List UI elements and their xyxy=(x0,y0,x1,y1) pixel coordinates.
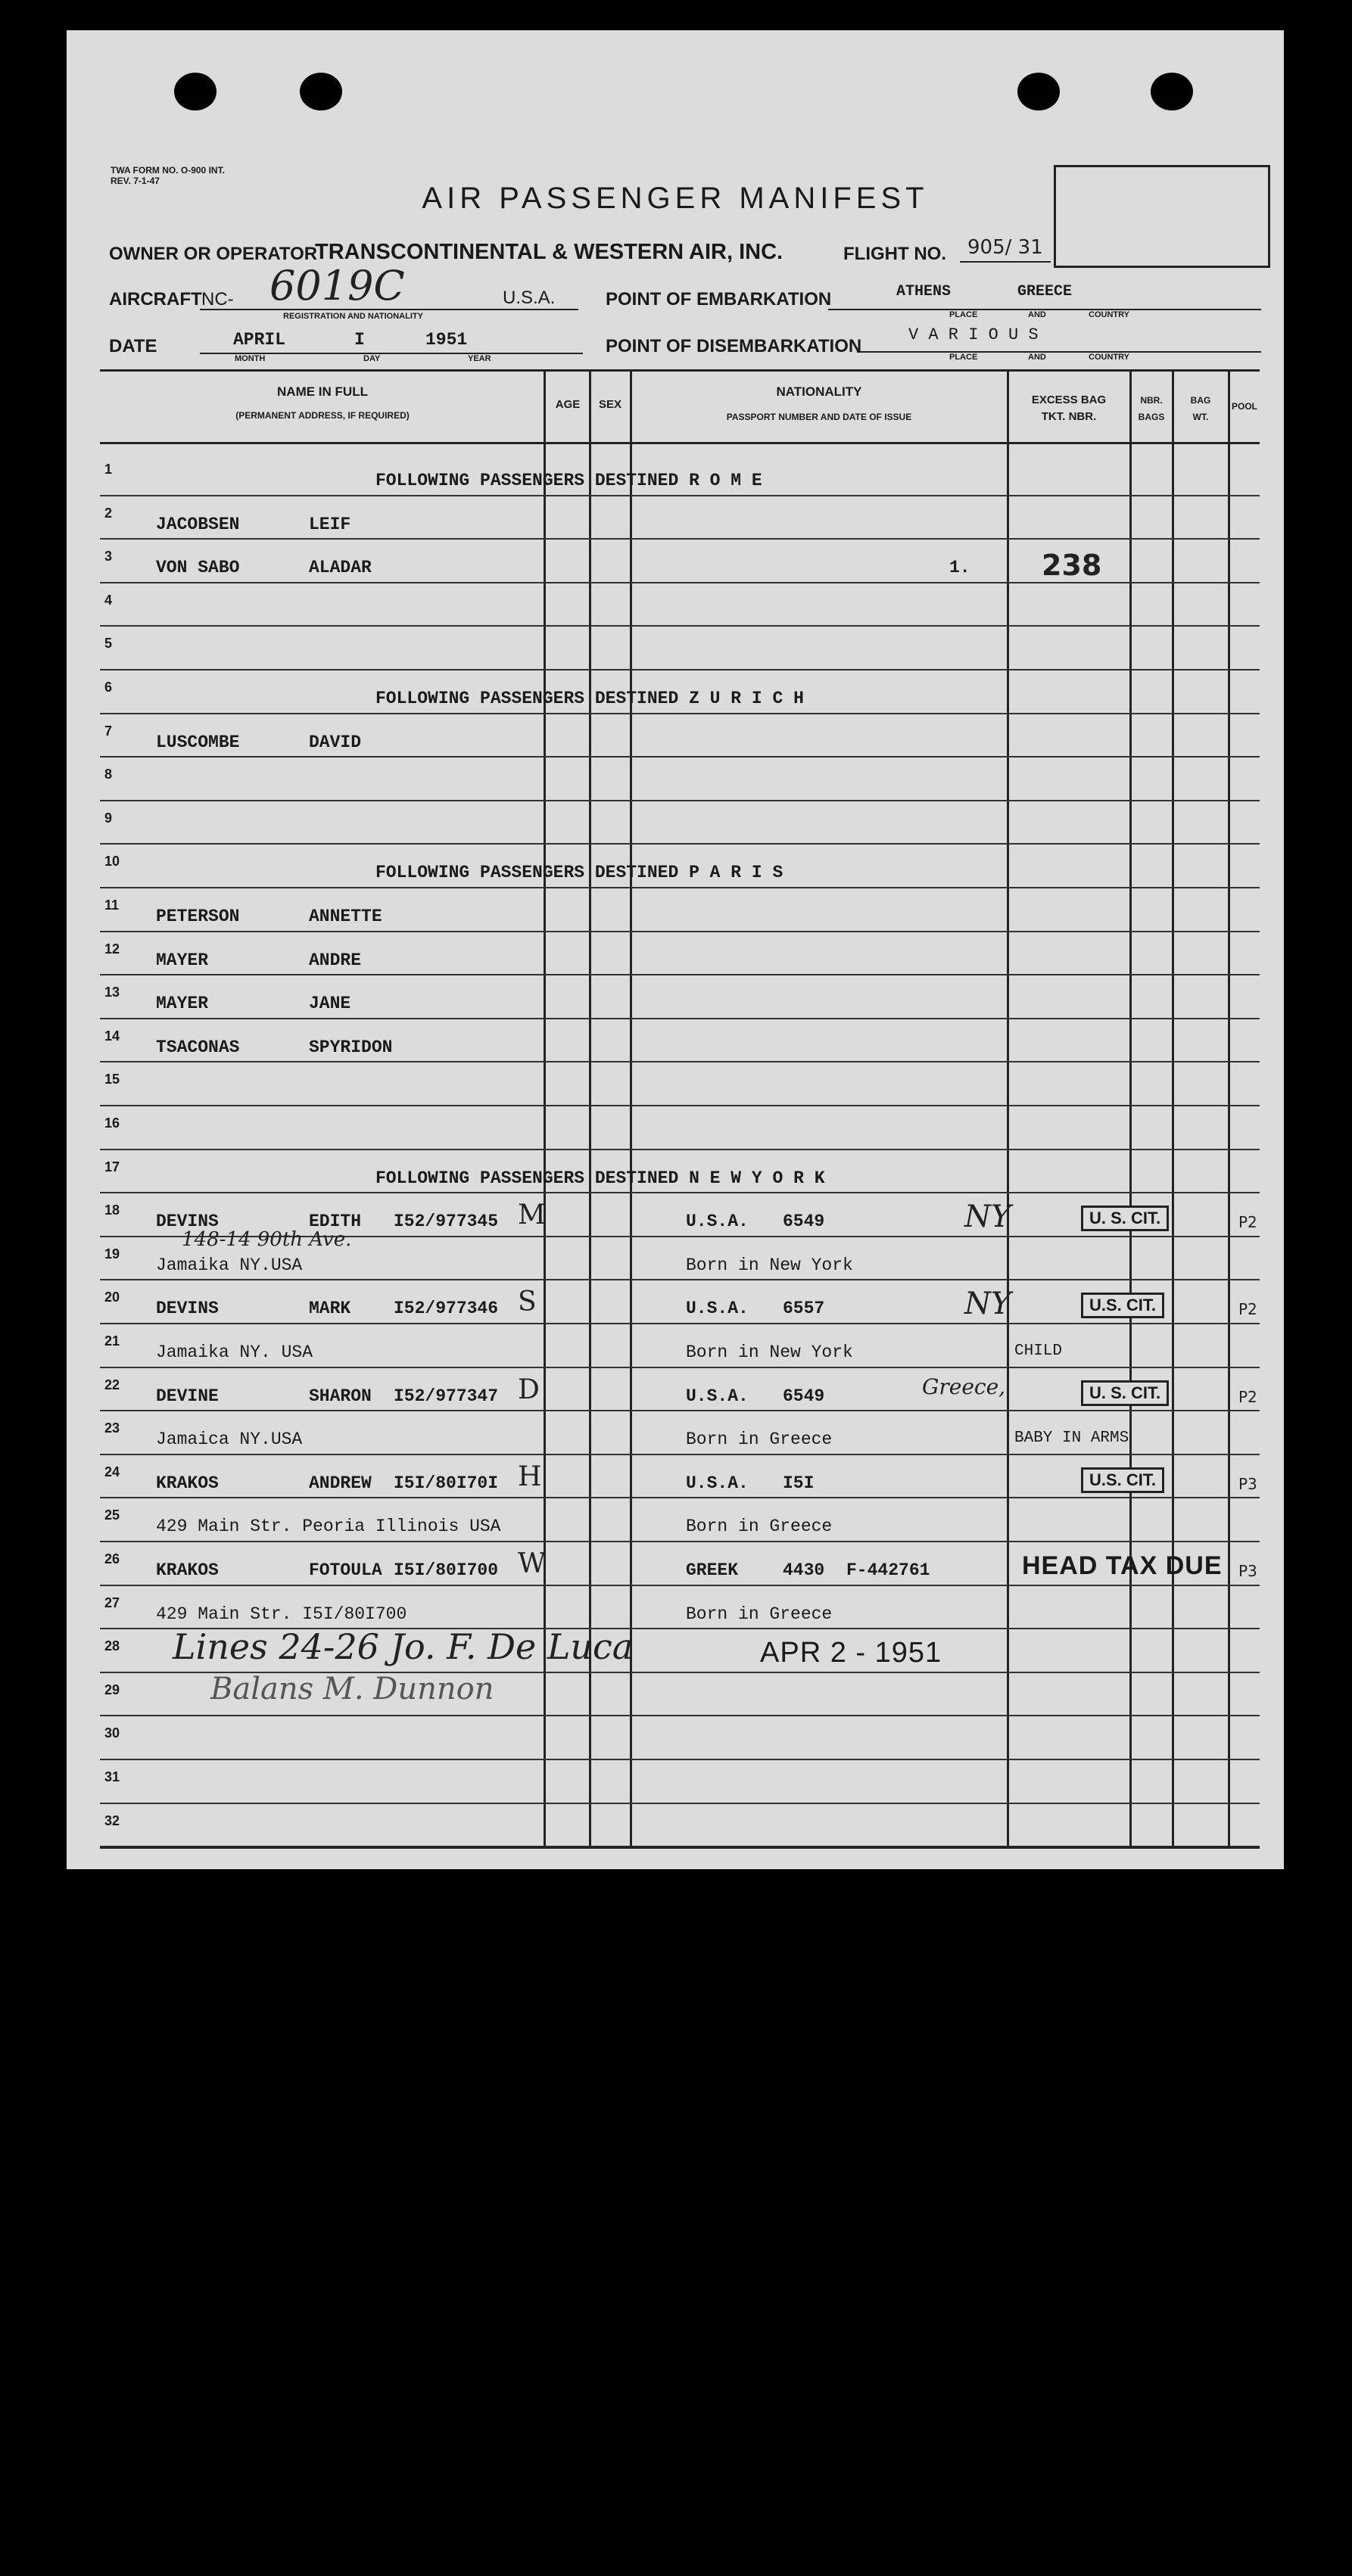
row-rule xyxy=(100,1323,1260,1324)
col-nationality: NATIONALITY xyxy=(776,384,862,399)
row-rule xyxy=(100,1192,1260,1193)
handwritten-note: NY xyxy=(964,1199,1011,1235)
passenger-last-name: JACOBSEN xyxy=(156,514,240,534)
head-tax-due-stamp: HEAD TAX DUE xyxy=(1022,1551,1223,1580)
flight-number: 905/ 31 xyxy=(967,236,1043,259)
row-number: 7 xyxy=(104,723,113,739)
row-number: 22 xyxy=(104,1377,120,1392)
passenger-address: Jamaika NY.USA xyxy=(156,1255,303,1275)
row-rule xyxy=(100,1803,1260,1804)
row-rule xyxy=(100,1585,1260,1586)
date-label: DATE xyxy=(109,336,157,356)
passenger-last-name: MAYER xyxy=(156,950,209,970)
signature-line: Balans M. Dunnon xyxy=(210,1671,494,1706)
passenger-address: 429 Main Str. Peoria Illinois USA xyxy=(156,1517,501,1537)
row-rule xyxy=(100,843,1260,845)
visa-number: F-442761 xyxy=(846,1560,930,1580)
aircraft-country: U.S.A. xyxy=(503,288,556,308)
destination-heading: FOLLOWING PASSENGERS DESTINED R O M E xyxy=(375,471,762,490)
row-rule xyxy=(100,538,1260,540)
passenger-first-name: SHARON xyxy=(309,1386,372,1406)
disembark-label: POINT OF DISEMBARKATION xyxy=(606,336,862,356)
col-excess: EXCESS BAG xyxy=(1031,394,1107,406)
registration-caption: REGISTRATION AND NATIONALITY xyxy=(283,312,423,321)
passport-number: I5I/80I70I xyxy=(394,1473,499,1493)
row-rule xyxy=(100,887,1260,888)
nationality-number: 6549 xyxy=(783,1386,825,1406)
passenger-first-name: LEIF xyxy=(309,514,351,534)
date-year: 1951 xyxy=(425,330,468,350)
row-rule xyxy=(100,931,1260,932)
row-number: 11 xyxy=(104,898,120,913)
operator-name: TRANSCONTINENTAL & WESTERN AIR, INC. xyxy=(315,240,783,264)
flight-label: FLIGHT NO. xyxy=(843,244,946,264)
row-number: 27 xyxy=(104,1594,120,1610)
col-pool: POOL xyxy=(1231,401,1257,412)
row-number: 31 xyxy=(104,1769,120,1784)
disembark-place: V A R I O U S xyxy=(908,325,1039,344)
row-number: 16 xyxy=(104,1115,120,1131)
row-rule xyxy=(100,1018,1260,1019)
nationality-number: I5I xyxy=(783,1473,815,1493)
pool-mark: P2 xyxy=(1238,1300,1257,1319)
passenger-last-name: DEVINS xyxy=(156,1299,219,1319)
aircraft-label: AIRCRAFT xyxy=(109,289,202,310)
row-rule xyxy=(100,1061,1260,1062)
row-number: 8 xyxy=(104,767,113,782)
passenger-first-name: FOTOULA xyxy=(309,1560,382,1580)
passenger-last-name: DEVINE xyxy=(156,1386,219,1406)
pool-mark: P2 xyxy=(1238,1387,1257,1406)
passport-number: I52/977347 xyxy=(394,1386,499,1406)
pool-mark: P3 xyxy=(1238,1474,1257,1493)
destination-heading: FOLLOWING PASSENGERS DESTINED Z U R I C H xyxy=(375,689,804,708)
row-number: 20 xyxy=(104,1290,120,1305)
row-rule xyxy=(100,1454,1260,1455)
us-citizen-stamp: U.S. CIT. xyxy=(1081,1293,1164,1318)
row-rule xyxy=(100,1149,1260,1150)
passenger-last-name: DEVINS xyxy=(156,1212,219,1232)
row-number: 14 xyxy=(104,1028,120,1044)
date-day: I xyxy=(354,330,365,350)
row-number: 17 xyxy=(104,1159,120,1174)
passenger-first-name: DAVID xyxy=(309,732,362,752)
nationality: U.S.A. xyxy=(686,1473,749,1493)
row-rule xyxy=(100,625,1260,627)
row-rule xyxy=(100,756,1260,758)
passport-number: I52/977346 xyxy=(394,1299,499,1319)
excess-bag-weight: 238 xyxy=(1042,549,1102,583)
row-number: 6 xyxy=(104,680,113,695)
passenger-last-name: MAYER xyxy=(156,994,209,1014)
row-number: 29 xyxy=(104,1682,120,1697)
row-number: 18 xyxy=(104,1202,120,1218)
owner-label: OWNER OR OPERATOR xyxy=(109,244,318,264)
form-number: TWA FORM NO. O-900 INT. REV. 7-1-47 xyxy=(111,165,225,186)
sex-mark: S xyxy=(518,1286,537,1318)
birthplace: Born in New York xyxy=(686,1342,853,1362)
passenger-last-name: VON SABO xyxy=(156,558,240,578)
row-rule xyxy=(100,1541,1260,1542)
us-citizen-stamp: U. S. CIT. xyxy=(1081,1206,1169,1231)
manifest-sheet: TWA FORM NO. O-900 INT. REV. 7-1-47 AIR PASSENGER MANIFEST OWNER OR OPERATOR TRANSCONTINENTAL & WESTERN AIR, INC. FLIGHT NO. 905/ 31 AIRCRAFT NC- 6019C U.S.A. REGISTRATION AND NATIONALITY POINT OF EMBARKATION ATHENS GREECE PLACE AND COUNTRY DATE APRIL I 1951 MONTH DAY YEAR POINT OF DISEMBARKATION V A R I O U S PLACE AND COUNTRY NAME IN FULL (PERMANENT ADDRESS, IF REQUIRED) AGE SEX NATIONALITY PASSPORT NUMBER AND DATE OF ISSUE EXCESS BAG TKT. NBR. NBR. BAGS BAG WT. POOL 1 FOLLOWING PASSENGERS DESTINED R O M E 2 JACOBSEN LEIF 3 VON SABO ALADAR 1. 238 4 5 6 FOLLOWING PASSENGERS DESTINED Z U R I C H 7 LUSCOMBE DAVID 8 9 10 FOLLOWING PASSENGERS DESTINED P A R I S 11 PETERSON ANNETTE 12 MAYER ANDRE 13 MAYER JANE 14 TSACONAS SPYRIDON 15 16 17 FOLLOWING PASSENGERS DESTINED N E W Y O R K 18 DEVINS EDITH I52/977345 M U.S.A. 6549 NY U. S. CIT. P2 19 Jamaika NY.USA 148-14 90th Ave. Born in New York 20 DEVINS MARK I52/977346 S U.S.A. 6557 NY U.S. CIT. P2 21 Jamaika NY. USA Born in New York CHILD 22 DEVINE SHARON I52/977347 D U.S.A. 6549 Greece, U. S. CIT. P2 23 Jamaica NY.USA Born in Greece BABY IN ARMS 24 KRAKOS ANDREW I5I/80I70I H U.S.A. I5I U.S. CIT. P3 25 429 Main Str. Peoria Illinois USA Born in Greece 26 KRAKOS FOTOULA I5I/80I700 W GREEK 4430 F-442761 HEAD TAX DUE P3 27 429 Main Str. I5I/80I700 Born in Greece 28 Lines 24-26 Jo. F. De Luca APR 2 - 1951 29 Balans M. Dunnon 30 31 32 xyxy=(67,30,1284,1869)
pool-mark: P3 xyxy=(1238,1562,1257,1580)
row-number: 1 xyxy=(104,462,113,477)
date-stamp: APR 2 - 1951 xyxy=(760,1637,942,1669)
nationality-number: 6549 xyxy=(783,1212,825,1232)
birthplace: Born in New York xyxy=(686,1255,853,1275)
handwritten-note: Greece, xyxy=(922,1374,1006,1399)
sex-mark: M xyxy=(518,1199,546,1231)
row-number: 26 xyxy=(104,1551,120,1566)
row-number: 12 xyxy=(104,941,120,957)
passenger-first-name: JANE xyxy=(309,994,351,1014)
handwritten-note: NY xyxy=(964,1286,1011,1322)
col-name: NAME IN FULL xyxy=(277,384,368,399)
passenger-last-name: TSACONAS xyxy=(156,1037,240,1057)
passenger-first-name: ALADAR xyxy=(309,558,372,578)
row-rule xyxy=(100,495,1260,496)
nationality: U.S.A. xyxy=(686,1386,749,1406)
row-rule xyxy=(100,669,1260,670)
row-number: 23 xyxy=(104,1420,120,1436)
sex-mark: H xyxy=(518,1461,542,1492)
passport-number: I52/977345 xyxy=(394,1212,499,1232)
row-rule xyxy=(100,713,1260,714)
punch-hole xyxy=(1017,73,1060,110)
passenger-category: BABY IN ARMS xyxy=(1014,1430,1129,1448)
col-age: AGE xyxy=(555,398,581,411)
col-nbr: NBR. xyxy=(1140,395,1163,406)
row-rule xyxy=(100,1759,1260,1760)
sex-mark: D xyxy=(518,1374,540,1405)
punch-hole xyxy=(1151,73,1193,110)
row-number: 9 xyxy=(104,810,113,826)
us-citizen-stamp: U. S. CIT. xyxy=(1081,1380,1169,1406)
row-number: 19 xyxy=(104,1246,120,1262)
embark-place: ATHENS xyxy=(896,283,952,300)
handwritten-address: 148-14 90th Ave. xyxy=(182,1227,352,1251)
passport-number: I5I/80I700 xyxy=(394,1560,499,1580)
row-number: 21 xyxy=(104,1333,120,1349)
aircraft-number: 6019C xyxy=(269,262,405,310)
passenger-last-name: KRAKOS xyxy=(156,1560,219,1580)
row-number: 5 xyxy=(104,636,113,652)
row-number: 15 xyxy=(104,1072,120,1087)
col-sex: SEX xyxy=(598,398,621,411)
passenger-address: Jamaika NY. USA xyxy=(156,1342,313,1362)
row-number: 13 xyxy=(104,985,120,1000)
row-number: 28 xyxy=(104,1638,120,1654)
row-number: 10 xyxy=(104,854,120,870)
sex-mark: W xyxy=(518,1548,547,1579)
nationality: U.S.A. xyxy=(686,1212,749,1232)
bag-count: 1. xyxy=(949,558,970,578)
punch-hole xyxy=(300,73,342,110)
embark-country: GREECE xyxy=(1017,283,1073,300)
passenger-first-name: ANDREW xyxy=(309,1473,372,1493)
passenger-first-name: MARK xyxy=(309,1299,351,1319)
row-rule xyxy=(100,1497,1260,1498)
passenger-last-name: LUSCOMBE xyxy=(156,732,240,752)
passenger-first-name: ANDRE xyxy=(309,950,362,970)
col-bag: BAG xyxy=(1190,395,1211,406)
us-citizen-stamp: U.S. CIT. xyxy=(1081,1467,1164,1493)
punch-hole xyxy=(174,73,217,110)
row-number: 24 xyxy=(104,1464,120,1479)
passenger-address: 429 Main Str. I5I/80I700 xyxy=(156,1604,407,1624)
passenger-address: Jamaica NY.USA xyxy=(156,1430,303,1450)
passenger-last-name: PETERSON xyxy=(156,907,240,926)
passenger-category: CHILD xyxy=(1014,1342,1063,1360)
birthplace: Born in Greece xyxy=(686,1430,833,1450)
row-rule xyxy=(100,1367,1260,1368)
row-rule xyxy=(100,1410,1260,1411)
row-rule xyxy=(100,1279,1260,1280)
passenger-first-name: ANNETTE xyxy=(309,907,382,926)
embark-label: POINT OF EMBARKATION xyxy=(606,289,832,310)
signature-line: Lines 24-26 Jo. F. De Luca xyxy=(173,1626,634,1668)
row-rule xyxy=(100,800,1260,801)
row-number: 25 xyxy=(104,1507,120,1523)
passenger-first-name: SPYRIDON xyxy=(309,1037,393,1057)
aircraft-prefix: NC- xyxy=(201,289,234,310)
birthplace: Born in Greece xyxy=(686,1517,833,1537)
row-number: 4 xyxy=(104,592,113,608)
nationality-number: 6557 xyxy=(783,1299,825,1319)
row-rule xyxy=(100,974,1260,975)
nationality: GREEK xyxy=(686,1560,739,1580)
row-number: 32 xyxy=(104,1812,120,1828)
stamp-box xyxy=(1054,165,1270,268)
row-number: 3 xyxy=(104,549,113,565)
row-rule xyxy=(100,1105,1260,1106)
row-number: 30 xyxy=(104,1725,120,1741)
destination-heading: FOLLOWING PASSENGERS DESTINED N E W Y O R K xyxy=(375,1168,825,1188)
passenger-last-name: KRAKOS xyxy=(156,1473,219,1493)
destination-heading: FOLLOWING PASSENGERS DESTINED P A R I S xyxy=(375,863,783,883)
row-rule xyxy=(100,1715,1260,1716)
nationality-number: 4430 xyxy=(783,1560,825,1580)
passenger-first-name: EDITH xyxy=(309,1212,362,1232)
date-month: APRIL xyxy=(233,330,286,350)
birthplace: Born in Greece xyxy=(686,1604,833,1624)
nationality: U.S.A. xyxy=(686,1299,749,1319)
row-number: 2 xyxy=(104,505,113,521)
pool-mark: P2 xyxy=(1238,1213,1257,1232)
manifest-title: AIR PASSENGER MANIFEST xyxy=(422,182,929,215)
